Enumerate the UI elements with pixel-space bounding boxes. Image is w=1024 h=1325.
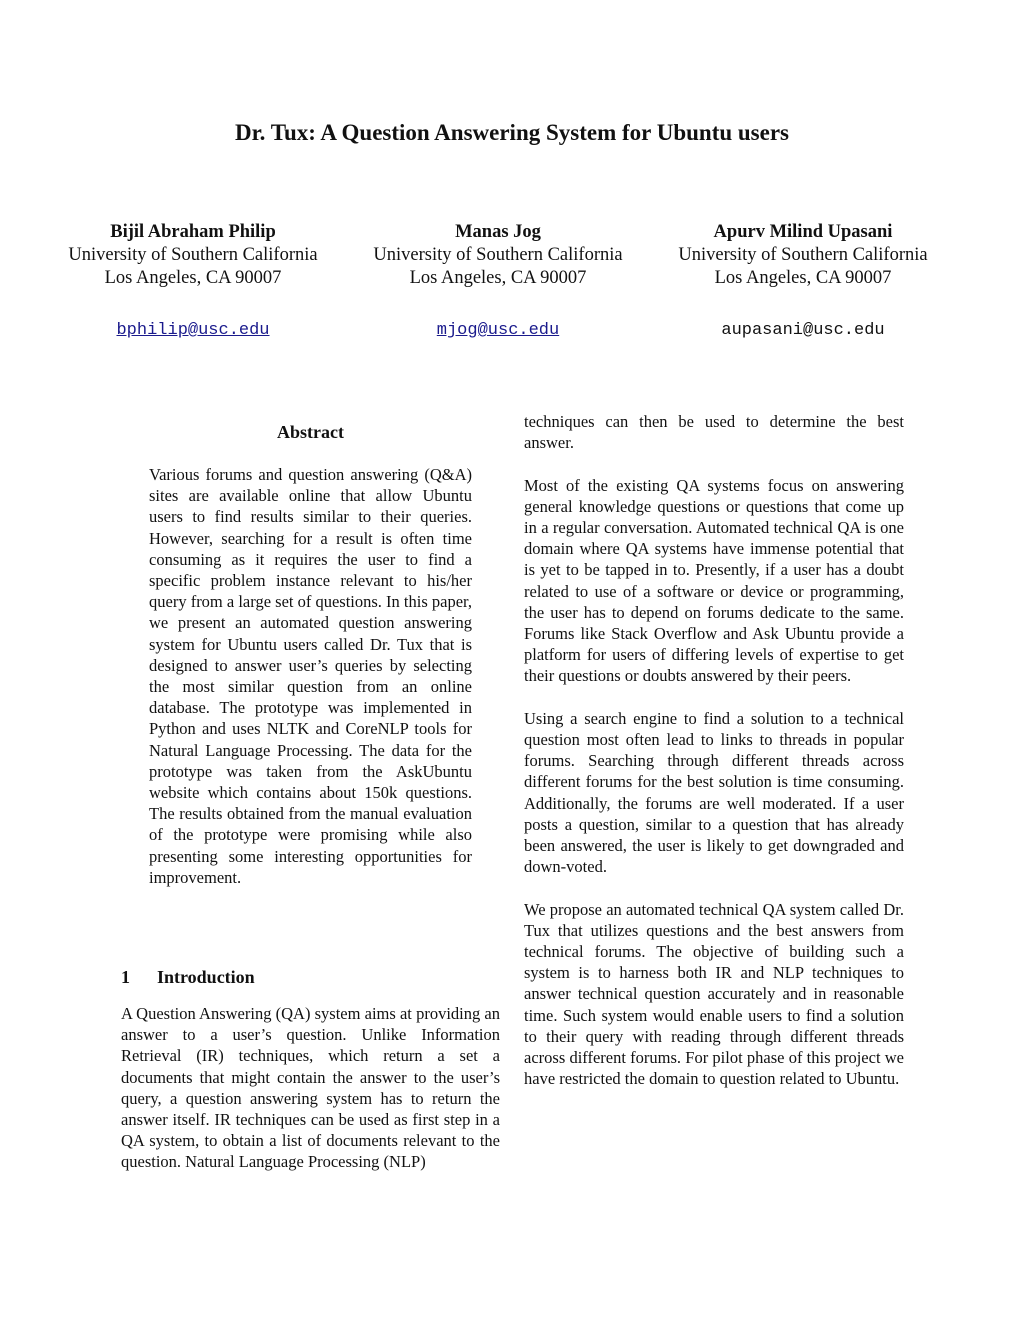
body-paragraph: Using a search engine to find a solution to a technical question most often lead to links to threads in popular forums. Searching through different threads across different forums for the best solution is time consuming. Additionally, the forums are well moderated. If a user posts a question, similar to a question that has already been answered, the user is likely to get downgraded and down-voted. bbox=[524, 708, 904, 877]
author-email: aupasani@usc.edu bbox=[721, 321, 885, 340]
author-affiliation: University of Southern California bbox=[68, 245, 318, 265]
introduction-left-column bbox=[121, 1003, 500, 1173]
right-column bbox=[524, 411, 904, 1111]
author-block bbox=[653, 221, 953, 342]
author-location: Los Angeles, CA 90007 bbox=[714, 268, 892, 288]
body-paragraph: techniques can then be used to determine the best answer. bbox=[524, 412, 904, 453]
author-name: Apurv Milind Upasani bbox=[713, 222, 893, 242]
author-block bbox=[43, 221, 343, 342]
section-title: Introduction bbox=[157, 967, 255, 987]
abstract-body bbox=[149, 464, 472, 888]
author-email-link[interactable]: bphilip@usc.edu bbox=[116, 321, 270, 340]
body-paragraph: Most of the existing QA systems focus on answering general knowledge questions or questions that come up in a regular conversation. Automated technical QA is one domain where QA systems have immense potential that is yet to be tapped in to. Presently, if a user has a doubt related to use of a software or device or programming, the user has to depend on forums dedicate to the same. Forums like Stack Overflow and Ask Ubuntu provide a platform for users of differing levels of expertise to get their questions or doubts answered by their peers. bbox=[524, 475, 904, 686]
section-heading-introduction bbox=[121, 967, 255, 988]
paper-title: Dr. Tux: A Question Answering System for Ubuntu users bbox=[234, 120, 790, 145]
author-email-link[interactable]: mjog@usc.edu bbox=[436, 321, 560, 340]
author-name: Manas Jog bbox=[455, 222, 541, 242]
author-affiliation: University of Southern California bbox=[373, 245, 623, 265]
author-location: Los Angeles, CA 90007 bbox=[409, 268, 587, 288]
body-paragraph: A Question Answering (QA) system aims at providing an answer to a user’s question. Unlike Information Retrieval (IR) techniques, which return a set a documents that might contain the answer to the user’s query, a question answering system has to return the answer itself. IR techniques can be used as first step in a QA system, to obtain a list of documents relevant to the question. Natural Language Processing (NLP) bbox=[121, 1004, 500, 1172]
author-affiliation: University of Southern California bbox=[678, 245, 928, 265]
author-name: Bijil Abraham Philip bbox=[110, 222, 276, 242]
abstract-paragraph: Various forums and question answering (Q&A) sites are available online that allow Ubuntu users to find results similar to their queries. However, searching for a result is often time consuming as it requires the user to find a specific problem instance relevant to his/her query from a large set of questions. In this paper, we present an automated question answering system for Ubuntu users called Dr. Tux that is designed to answer user’s queries by selecting the most similar question from an online database. The prototype was implemented in Python and uses NLTK and CoreNLP tools for Natural Language Processing. The data for the prototype was taken from the AskUbuntu website which contains about 150k questions. The results obtained from the manual evaluation of the prototype were promising while also presenting some interesting opportunities for improvement. bbox=[149, 465, 472, 887]
section-number: 1 bbox=[121, 967, 130, 987]
body-paragraph: We propose an automated technical QA system called Dr. Tux that utilizes questions and the best answers from technical forums. The objective of building such a system is to harness both IR and NLP techniques to answer technical question accurately and in reasonable time. Such system would enable users to find a solution to their query with reading through different threads across different forums. For pilot phase of this project we have restricted the domain to question related to Ubuntu. bbox=[524, 899, 904, 1089]
author-block bbox=[348, 221, 648, 342]
abstract-heading: Abstract bbox=[277, 422, 344, 442]
author-location: Los Angeles, CA 90007 bbox=[104, 268, 282, 288]
